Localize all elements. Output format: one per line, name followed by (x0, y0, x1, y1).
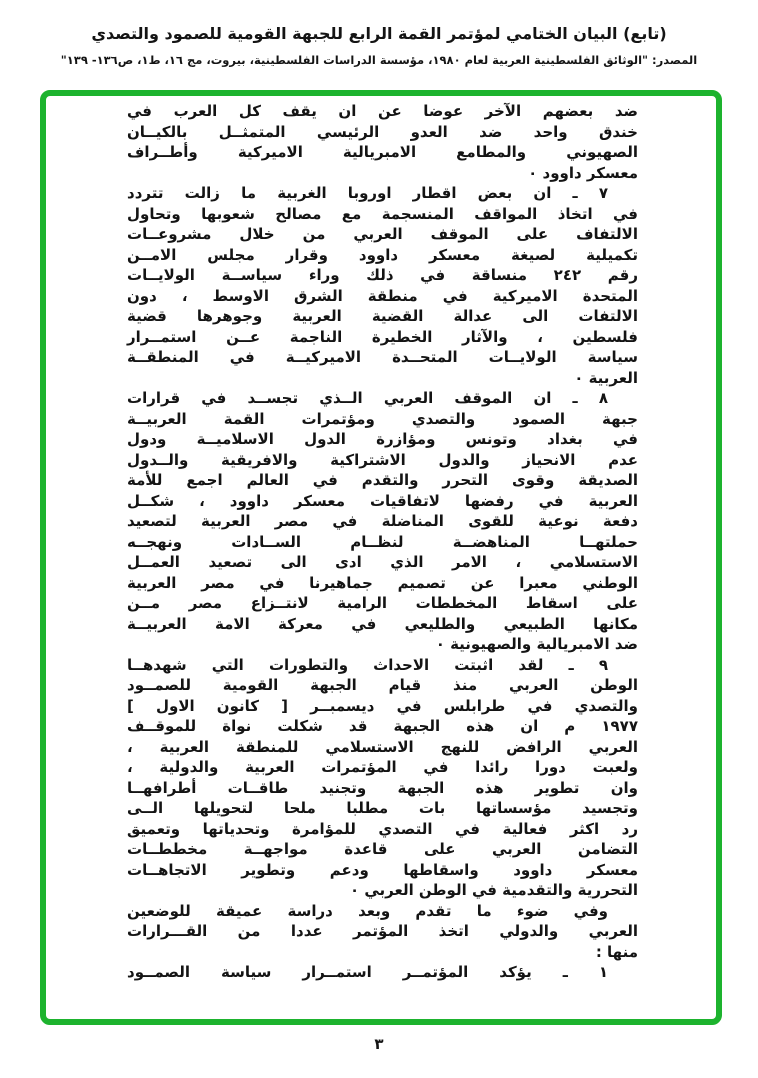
body-text-line: عدم الانحياز والدول الاشتراكية والافريقية والــدول (127, 450, 638, 469)
body-text-line: الوطني معبرا عن تصميم جماهيرنا في مصر العربية (127, 573, 638, 592)
page-number: ٣ (374, 1035, 384, 1053)
body-text-line: ٧ ـ ان بعض اقطار اوروبا الغربية ما زالت تتردد (127, 184, 608, 202)
source-citation: المصدر: "الوثائق الفلسطينية العربية لعام ١٩٨٠، مؤسسة الدراسات الفلسطينية، بيروت، مج ١٦، ط١، ص١٣٦- ١٣٩" (60, 53, 698, 67)
document-body (127, 101, 638, 983)
body-text-line: وان تطوير هذه الجبهة وتجنيد طاقــات أطرافهــا (127, 778, 638, 797)
body-text-line: العربية ٠ (574, 368, 638, 387)
page-title: (تابع) البيان الختامي لمؤتمر القمة الرابع للجبهة القومية للصمود والتصدي (91, 24, 667, 43)
body-text-line: التضامن العربي على قاعدة مواجهــة مخططــات (127, 840, 638, 858)
body-text-line: جبهة الصمود والتصدي ومؤتمرات القمة العربيــة (127, 409, 638, 428)
body-text-line: العربي الرافض للنهج الاستسلامي للمنطقة العربية ، (127, 737, 638, 756)
body-text-line: خندق واحد ضد العدو الرئيسي المتمثــل بالكيــان (127, 122, 638, 141)
body-text-line: فلسطين ، والآثار الخطيرة الناجمة عــن استمــرار (127, 327, 638, 346)
body-text-line: ولعبت دورا رائدا في المؤتمرات العربية والدولية ، (127, 758, 638, 776)
body-text-line: دفعة نوعية للقوى المناضلة في مصر العربية لتصعيد (127, 512, 638, 530)
body-text-line: معسكر داوود واسقاطها ودعم وتطوير الاتجاهــات (127, 860, 638, 879)
body-text-line: ٩ ـ لقد اثبتت الاحداث والتطورات التي شهدهــا (127, 655, 608, 674)
body-text-line: تكميلية لصيغة معسكر داوود وقرار مجلس الامــن (127, 245, 638, 264)
body-text-line: التحررية والتقدمية في الوطن العربي ٠ (349, 881, 638, 899)
body-text-line: وفي ضوء ما تقدم وبعد دراسة عميقة للوضعين (127, 901, 608, 920)
body-text-line: والتصدي في طرابلس في ديسمبــر [ كانون الاول ] (127, 696, 638, 715)
body-text-line: منها : (595, 942, 638, 961)
body-text-line: رقم ٢٤٢ منساقة في ذلك وراء سياســة الولايــات (127, 266, 638, 284)
body-text-line: ١ ـ يؤكد المؤتمــر استمــرار سياسة الصمــود (127, 963, 608, 981)
body-text-line: معسكر داوود ٠ (528, 163, 638, 182)
body-text-line: الوطن العربي منذ قيام الجبهة القومية للصمــود (127, 676, 638, 694)
body-text-line: العربية في رفضها لاتفاقيات معسكر داوود ، شكــل (127, 491, 638, 510)
document-header (0, 22, 758, 68)
body-text-line: حملتهــا المناهضــة لنظــام الســادات ونهجــه (127, 532, 638, 551)
body-text-line: العربي والدولي اتخذ المؤتمر عددا من القـــرارات (127, 922, 638, 940)
body-text-line: الصهيوني والمطامع الامبريالية الاميركية وأطــراف (127, 143, 638, 161)
body-text-line: الاستسلامي ، الامر الذي ادى الى تصعيد العمــل (127, 553, 638, 571)
body-text-line: ٨ ـ ان الموقف العربي الــذي تجســد في قرارات (127, 389, 608, 407)
body-text-line: في بغداد وتونس ومؤازرة الدول الاسلاميــة ودول (127, 430, 638, 448)
body-text-line: وتجسيد مؤسساتها بات مطلبا ملحا لتحويلها الــى (127, 799, 638, 817)
body-text-line: ضد بعضهم الآخر عوضا عن ان يقف كل العرب في (127, 102, 638, 120)
body-text-line: مكانها الطبيعي والطليعي في معركة الامة العربيــة (127, 614, 638, 633)
body-text-line: الالتفاف على الموقف العربي من خلال مشروعــات (127, 225, 638, 243)
body-text-line: ضد الامبريالية والصهيونية ٠ (435, 635, 638, 653)
body-text-line: الالتفات الى عدالة القضية العربية وجوهرها قضية (127, 307, 638, 325)
body-text-line: سياسة الولايــات المتحــدة الاميركيــة في المنطقــة (127, 348, 638, 366)
body-text-line: الصديقة وقوى التحرر والتقدم في العالم اجمع للأمة (127, 471, 638, 489)
body-text-line: المتحدة الاميركية في منطقة الشرق الاوسط ، دون (127, 286, 638, 305)
body-text-line: في اتخاذ المواقف المنسجمة مع مصالح شعوبها وتحاول (127, 204, 638, 223)
body-text-line: رد اكثر فعالية في التصدي للمؤامرة وتحدياتها وتعميق (127, 819, 638, 838)
body-text-line: ١٩٧٧ م ان هذه الجبهة قد شكلت نواة للموقــف (127, 717, 638, 735)
body-text-line: على اسقاط المخططات الرامية لانتــزاع مصر مــن (127, 594, 638, 612)
